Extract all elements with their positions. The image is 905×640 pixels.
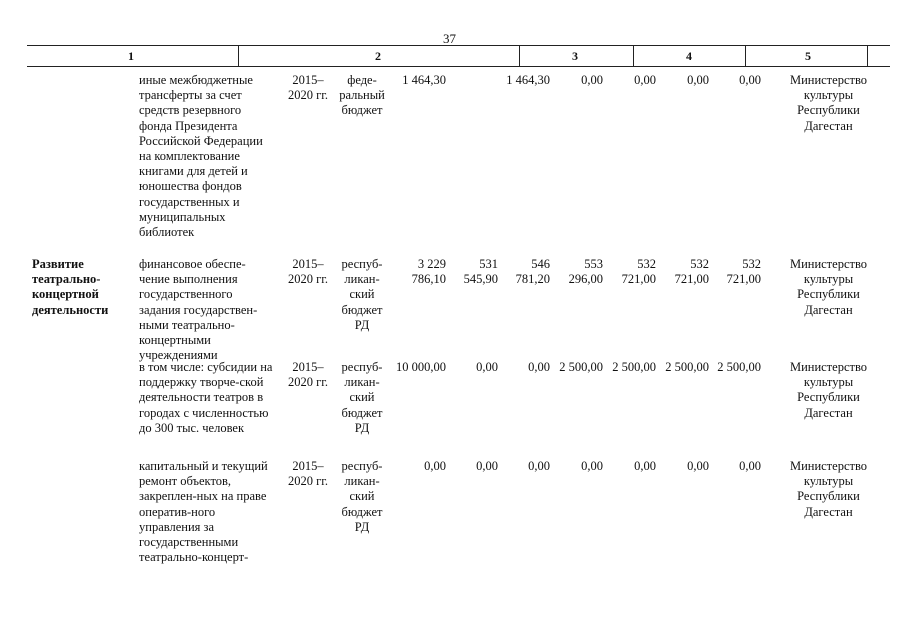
row-responsible: Министерство культуры Республики Дагестан xyxy=(789,459,868,519)
row-period: 2015–2020 гг. xyxy=(287,360,329,390)
row-value-2018: 0,00 xyxy=(634,73,656,87)
row-description: финансовое обеспе-чение выполнения государственного задания государствен-ными театрально-концертными учреждениями xyxy=(139,257,258,363)
row-value-total: 3 229 786,10 xyxy=(411,257,446,287)
row-value-2016: 0,00 xyxy=(528,459,550,473)
row-source: респуб-ликан-ский бюджет РД xyxy=(341,360,383,435)
row-value-2019: 0,00 xyxy=(687,459,709,473)
row-value-2020: 0,00 xyxy=(739,73,761,87)
row-value-total: 1 464,30 xyxy=(402,73,446,87)
row-value-2015: 0,00 xyxy=(476,360,498,374)
row-value-2020: 0,00 xyxy=(739,459,761,473)
header-divider xyxy=(633,45,634,66)
row-value-2017: 0,00 xyxy=(581,73,603,87)
row-period: 2015–2020 гг. xyxy=(287,257,329,287)
row-period: 2015–2020 гг. xyxy=(287,459,329,489)
row-value-2017: 0,00 xyxy=(581,459,603,473)
row-responsible: Министерство культуры Республики Дагестан xyxy=(789,257,868,317)
row-value-2019: 532 721,00 xyxy=(674,257,709,287)
header-col-5: 5 xyxy=(805,49,811,63)
row-source: респуб-ликан-ский бюджет РД xyxy=(341,257,383,332)
page-number: 37 xyxy=(443,31,456,46)
row-value-2017: 2 500,00 xyxy=(559,360,603,374)
row-value-2019: 2 500,00 xyxy=(665,360,709,374)
header-divider xyxy=(745,45,746,66)
row-value-2017: 553 296,00 xyxy=(568,257,603,287)
row-value-2018: 532 721,00 xyxy=(621,257,656,287)
section-title: Развитие театрально-концертной деятельности xyxy=(32,257,109,317)
row-value-2016: 0,00 xyxy=(528,360,550,374)
header-divider xyxy=(867,45,868,66)
row-description: в том числе: субсидии на поддержку творче-ской деятельности театров в городах с численностью до 300 тыс. человек xyxy=(139,360,273,435)
row-description: иные межбюджетные трансферты за счет средств резервного фонда Президента Российской Федерации на комплектование книгами для детей и юношества фондов государственных и муниципальных библиотек xyxy=(139,73,263,240)
header-divider xyxy=(238,45,239,66)
row-responsible: Министерство культуры Республики Дагестан xyxy=(789,73,868,133)
row-value-2019: 0,00 xyxy=(687,73,709,87)
row-value-2018: 2 500,00 xyxy=(612,360,656,374)
row-value-total: 10 000,00 xyxy=(396,360,446,374)
row-source: феде-ральный бюджет xyxy=(339,73,385,118)
header-divider xyxy=(519,45,520,66)
row-value-2016: 1 464,30 xyxy=(506,73,550,87)
row-value-2020: 532 721,00 xyxy=(726,257,761,287)
row-value-total: 0,00 xyxy=(424,459,446,473)
header-col-1: 1 xyxy=(128,49,134,63)
header-rule-bottom xyxy=(27,66,890,67)
row-value-2015: 0,00 xyxy=(476,459,498,473)
header-col-2: 2 xyxy=(375,49,381,63)
row-value-2018: 0,00 xyxy=(634,459,656,473)
header-col-3: 3 xyxy=(572,49,578,63)
header-rule-top xyxy=(27,45,890,46)
row-value-2020: 2 500,00 xyxy=(717,360,761,374)
row-value-2016: 546 781,20 xyxy=(515,257,550,287)
row-period: 2015–2020 гг. xyxy=(287,73,329,103)
header-col-4: 4 xyxy=(686,49,692,63)
row-value-2015: 531 545,90 xyxy=(463,257,498,287)
row-source: респуб-ликан-ский бюджет РД xyxy=(341,459,383,534)
row-description: капитальный и текущий ремонт объектов, закреплен-ных на праве оператив-ного управления за государственными театрально-концерт- xyxy=(139,459,268,565)
row-responsible: Министерство культуры Республики Дагестан xyxy=(789,360,868,420)
